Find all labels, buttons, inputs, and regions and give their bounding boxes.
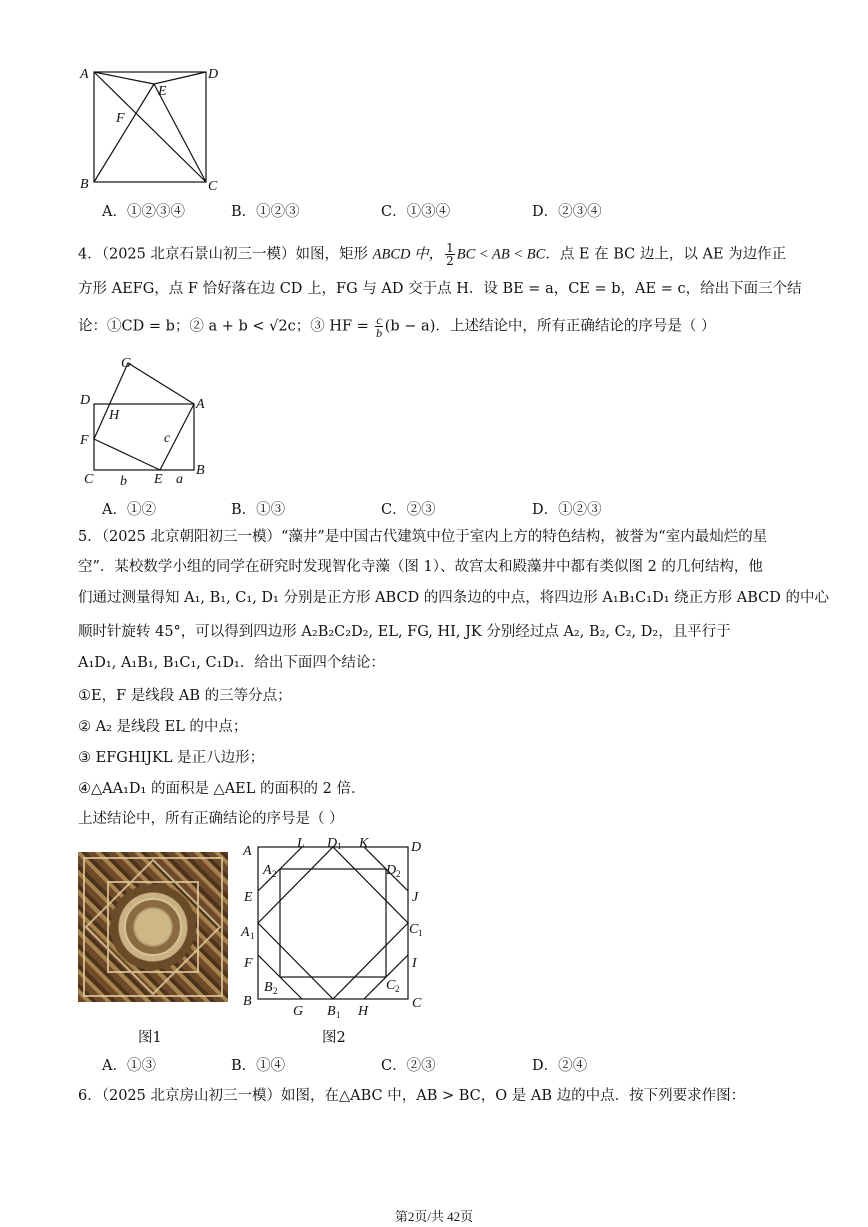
q5-choice-b: B．①④ [231,1058,286,1074]
q5-line2: 空”．某校数学小组的同学在研究时发现智化寺藻（图 1）、故宫太和殿藻井中都有类似图 2 的几何结构，他 [78,559,763,575]
q5-label-D: D [411,840,422,855]
svg-text:2: 2 [396,869,401,879]
q5-choice-a: A．①③ [102,1058,156,1074]
q4-choice-b: B．①③ [231,502,286,518]
svg-text:1: 1 [418,928,423,938]
q4-half-fraction: $\frac{1}{2}$ [446,241,454,268]
q5-conclusion-3: ③ EFGHIJKL 是正八边形； [78,750,265,766]
q3-choice-b: B．①②③ [231,204,300,220]
q3-choice-d: D．②③④ [532,204,602,220]
q5-label-F: F [244,956,253,971]
q5-label-B: B [243,994,252,1009]
q4-choice-c: C．②③ [381,502,436,518]
q5-choice-c: C．②③ [381,1058,436,1074]
q4-label-D: D [80,393,91,408]
q4-line2: 方形 AEFG，点 F 恰好落在边 CD 上，FG 与 AD 交于点 H．设 BE = a，CE = b，AE = c，给出下面三个结 [78,281,802,297]
q5-label-A: A [243,844,252,859]
q5-line3: 们通过测量得知 A₁, B₁, C₁, D₁ 分别是正方形 ABCD 的四条边的中点，将四边形 A₁B₁C₁D₁ 绕正方形 ABCD 的中心 [78,590,829,606]
q5-label-A1: A [241,925,250,940]
page-footer: 第2页/共 42页 [394,1209,474,1224]
q5-conclusion-1: ①E，F 是线段 AB 的三等分点； [78,688,292,704]
q3-label-C: C [208,179,218,194]
q3-label-F: F [116,111,125,126]
q5-line4: 顺时针旋转 45°，可以得到四边形 A₂B₂C₂D₂, EL, FG, HI, JK 分别经过点 A₂, B₂, C₂, D₂，且平行于 [78,624,731,640]
q3-label-E: E [158,84,167,99]
q5-label-L: L [297,836,305,851]
svg-text:1: 1 [250,931,255,941]
q5-label-J: J [412,890,419,905]
q5-conclusion-2: ② A₂ 是线段 EL 的中点； [78,719,248,735]
q3-choice-a: A．①②③④ [102,204,185,220]
q4-label-A: A [196,397,205,412]
svg-text:1: 1 [336,1010,341,1020]
q5-label-C: C [412,996,422,1011]
q5-label-E: E [244,890,253,905]
q4-choice-a: A．①② [102,502,156,518]
q5-choice-d: D．②④ [532,1058,588,1074]
q4-label-b: b [120,474,127,489]
q3-label-B: B [80,177,89,192]
q4-line3: 论：①CD = b；② a + b < √2c；③ HF = $\frac{c}{b}$ (b − a)．上述结论中，所有正确结论的序号是（ ） [78,313,716,340]
q4-label-G: G [121,356,132,371]
q6-text: 6．（2025 北京房山初三一模）如图，在△ABC 中，AB > BC，O 是 AB 边的中点．按下列要求作图： [78,1088,746,1104]
q4-label-B: B [196,463,205,478]
figure-q4 [76,352,216,492]
q5-label-G: G [293,1004,304,1019]
q5-line1: 5．（2025 北京朝阳初三一模）“藻井”是中国古代建筑中位于室内上方的特色结构，被誉为“室内最灿烂的星 [78,529,768,545]
figure-caption-1: 图1 [138,1030,162,1046]
svg-text:2: 2 [273,986,278,996]
svg-text:2: 2 [272,869,277,879]
q4-label-E: E [154,472,163,487]
q4-choice-d: D．①②③ [532,502,602,518]
figure-q5-geometry [240,835,430,1020]
caisson-photo [78,852,228,1002]
svg-text:1: 1 [337,841,342,851]
q4-label-c: c [164,431,171,446]
q5-label-K: K [359,836,369,851]
q5-label-B2: B [264,980,273,995]
q4-label-a: a [176,472,183,487]
q5-label-B1: B [327,1004,336,1019]
q3-label-D: D [208,67,219,82]
q4-label-F: F [80,433,89,448]
q5-conclusion-4: ④△AA₁D₁ 的面积是 △AEL 的面积的 2 倍． [78,781,366,797]
q4-line1: 4．（2025 北京石景山初三一模）如图，矩形 ABCD 中， $\frac{1}{2}$ BC < AB < BC．点 E 在 BC 边上，以 AE 为边作正 [78,241,787,268]
caisson-photo-overlay [78,852,228,1002]
q5-label-D2: D [386,863,397,878]
q5-label-A2: A [263,863,272,878]
q5-label-C2: C [386,978,396,993]
q5-label-I: I [412,956,417,971]
q5-line5: A₁D₁, A₁B₁, B₁C₁, C₁D₁．给出下面四个结论： [78,655,385,671]
figure-q3 [76,60,226,195]
svg-text:2: 2 [395,984,400,994]
q4-c-over-b-fraction: $\frac{c}{b}$ [376,313,383,340]
q3-label-A: A [80,67,89,82]
figure-caption-2: 图2 [322,1030,346,1046]
q5-label-C1: C [409,922,419,937]
q4-label-H: H [109,408,120,423]
q5-question: 上述结论中，所有正确结论的序号是（ ） [78,811,344,827]
q5-label-H: H [358,1004,369,1019]
q4-label-C: C [84,472,94,487]
q3-choice-c: C．①③④ [381,204,451,220]
q5-label-D1: D [327,836,338,851]
